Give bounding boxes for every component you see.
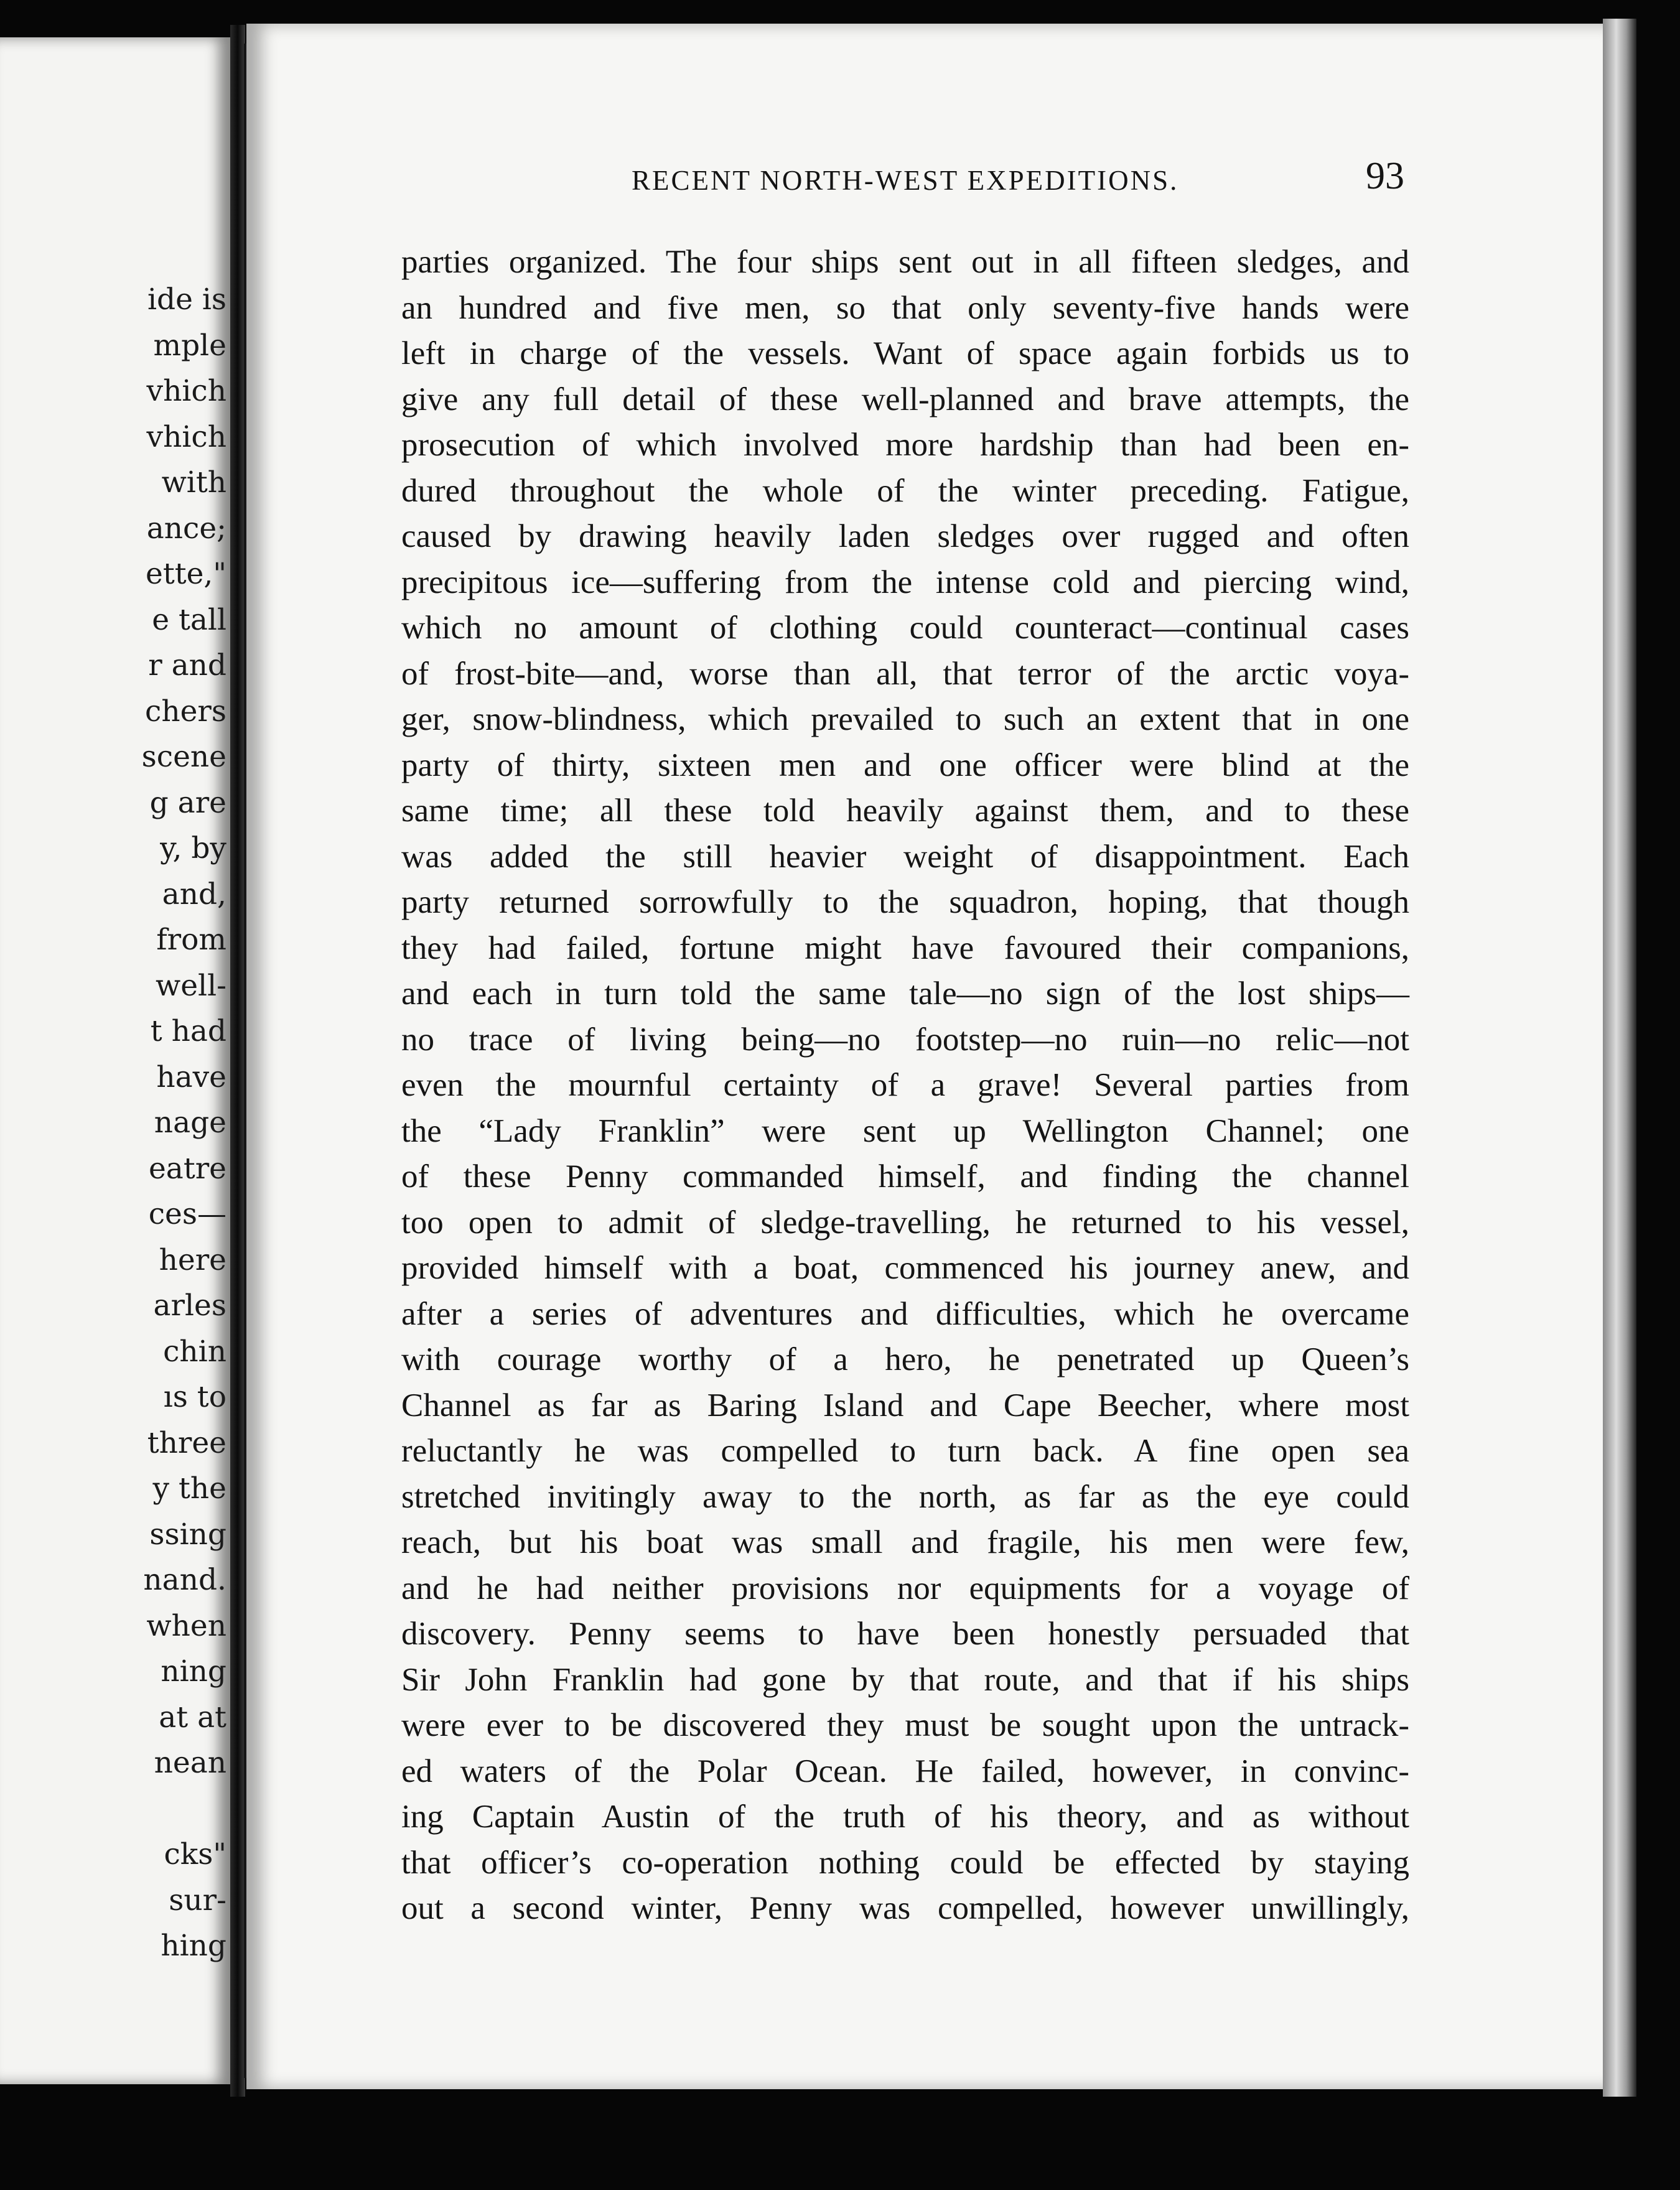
text-line: which no amount of clothing could counteract—continual cases (401, 610, 1409, 646)
text-line: with courage worthy of a hero, he penetrated up Queen’s (401, 1341, 1409, 1377)
text-line: ed waters of the Polar Ocean. He failed, however, in convinc- (401, 1753, 1409, 1789)
left-page-fragment (0, 37, 230, 2084)
left-page-text (2, 277, 226, 1969)
left-page-line: cks" (164, 1837, 226, 1871)
left-page-line: e tall (152, 602, 226, 637)
text-line: Channel as far as Baring Island and Cape Beecher, where most (401, 1387, 1409, 1424)
text-line: even the mournful certainty of a grave! Several parties from (401, 1067, 1409, 1103)
left-page-line: well- (156, 968, 226, 1003)
text-line: party of thirty, sixteen men and one officer were blind at the (401, 747, 1409, 783)
left-page-line: ning (161, 1654, 226, 1689)
text-line: and each in turn told the same tale—no sign of the lost ships— (401, 976, 1409, 1012)
left-page-line: nand. (143, 1563, 226, 1597)
left-page-line: ssing (149, 1517, 226, 1552)
left-page-line: at at (159, 1700, 226, 1735)
text-line: out a second winter, Penny was compelled, however unwillingly, (401, 1890, 1409, 1926)
page-edge-stack (1603, 19, 1636, 2097)
left-page-line: arles (153, 1288, 226, 1323)
left-page-line: y the (152, 1471, 226, 1506)
left-page-line: nage (154, 1106, 226, 1140)
left-page-line: ıs to (163, 1380, 226, 1414)
text-line: reach, but his boat was small and fragile, his men were few, (401, 1524, 1409, 1560)
text-line: discovery. Penny seems to have been honestly persuaded that (401, 1616, 1409, 1652)
text-line: they had failed, fortune might have favoured their companions, (401, 930, 1409, 966)
text-line: of these Penny commanded himself, and finding the channel (401, 1158, 1409, 1195)
body-text (401, 240, 1409, 1932)
text-line: was added the still heavier weight of disappointment. Each (401, 838, 1409, 875)
text-line: of frost-bite—and, worse than all, that terror of the arctic voya- (401, 655, 1409, 692)
text-line: prosecution of which involved more hardship than had been en- (401, 427, 1409, 463)
left-page-line: ces— (148, 1197, 226, 1231)
text-line: party returned sorrowfully to the squadron, hoping, that though (401, 884, 1409, 920)
left-page-line: g are (149, 785, 226, 820)
book-gutter (230, 25, 245, 2097)
text-line: give any full detail of these well-planned and brave attempts, the (401, 381, 1409, 417)
left-page-line: r and (148, 648, 226, 683)
text-line: the “Lady Franklin” were sent up Wellington Channel; one (401, 1112, 1409, 1149)
left-page-line: mple (153, 328, 226, 363)
text-line: and he had neither provisions nor equipments for a voyage of (401, 1570, 1409, 1606)
text-line: same time; all these told heavily against them, and to these (401, 793, 1409, 829)
left-page-line: with (161, 465, 226, 500)
text-line: ger, snow-blindness, which prevailed to such an extent that in one (401, 701, 1409, 737)
text-line: caused by drawing heavily laden sledges over rugged and often (401, 518, 1409, 554)
text-line: precipitous ice—suffering from the intense cold and piercing wind, (401, 564, 1409, 600)
text-line: too open to admit of sledge-travelling, he returned to his vessel, (401, 1204, 1409, 1241)
text-line: left in charge of the vessels. Want of space again forbids us to (401, 335, 1409, 371)
left-page-line: t had (150, 1014, 226, 1048)
text-line: stretched invitingly away to the north, as far as the eye could (401, 1478, 1409, 1515)
left-page-line: have (156, 1060, 226, 1094)
left-page-line: y, by (160, 831, 226, 865)
text-line: an hundred and five men, so that only seventy-five hands were (401, 289, 1409, 326)
text-line: that officer’s co-operation nothing could be effected by staying (401, 1844, 1409, 1881)
left-page-line: when (146, 1608, 226, 1643)
page-number: 93 (1366, 155, 1404, 197)
left-page-line: hing (161, 1929, 226, 1963)
left-page-line: and, (162, 877, 226, 911)
left-page-line: sur- (169, 1883, 226, 1917)
left-page-line: here (159, 1242, 226, 1277)
text-line: reluctantly he was compelled to turn back. A fine open sea (401, 1433, 1409, 1469)
text-line: provided himself with a boat, commenced his journey anew, and (401, 1250, 1409, 1286)
text-line: ing Captain Austin of the truth of his theory, and as without (401, 1799, 1409, 1835)
text-line: were ever to be discovered they must be sought upon the untrack- (401, 1707, 1409, 1743)
left-page-line: vhich (146, 419, 226, 454)
text-line: after a series of adventures and difficulties, which he overcame (401, 1295, 1409, 1332)
left-page-line: scene (141, 740, 226, 774)
text-line: dured throughout the whole of the winter preceding. Fatigue, (401, 472, 1409, 509)
left-page-line: ance; (146, 511, 226, 546)
left-page-line: chers (145, 694, 226, 729)
left-page-line: chin (163, 1334, 226, 1369)
left-page-line: eatre (148, 1151, 226, 1186)
left-page-line (2, 1786, 226, 1832)
left-page-line: vhich (146, 374, 226, 408)
text-line: Sir John Franklin had gone by that route, and that if his ships (401, 1661, 1409, 1698)
left-page-line: ette," (146, 557, 226, 591)
left-page-line: three (147, 1425, 226, 1460)
left-page-line: nean (154, 1746, 226, 1780)
text-line: parties organized. The four ships sent out in all fifteen sledges, and (401, 244, 1409, 280)
text-line: no trace of living being—no footstep—no ruin—no relic—not (401, 1021, 1409, 1058)
left-page-line: from (156, 923, 226, 957)
left-page-line: ide is (147, 282, 226, 317)
running-head: RECENT NORTH-WEST EXPEDITIONS. (632, 165, 1179, 196)
